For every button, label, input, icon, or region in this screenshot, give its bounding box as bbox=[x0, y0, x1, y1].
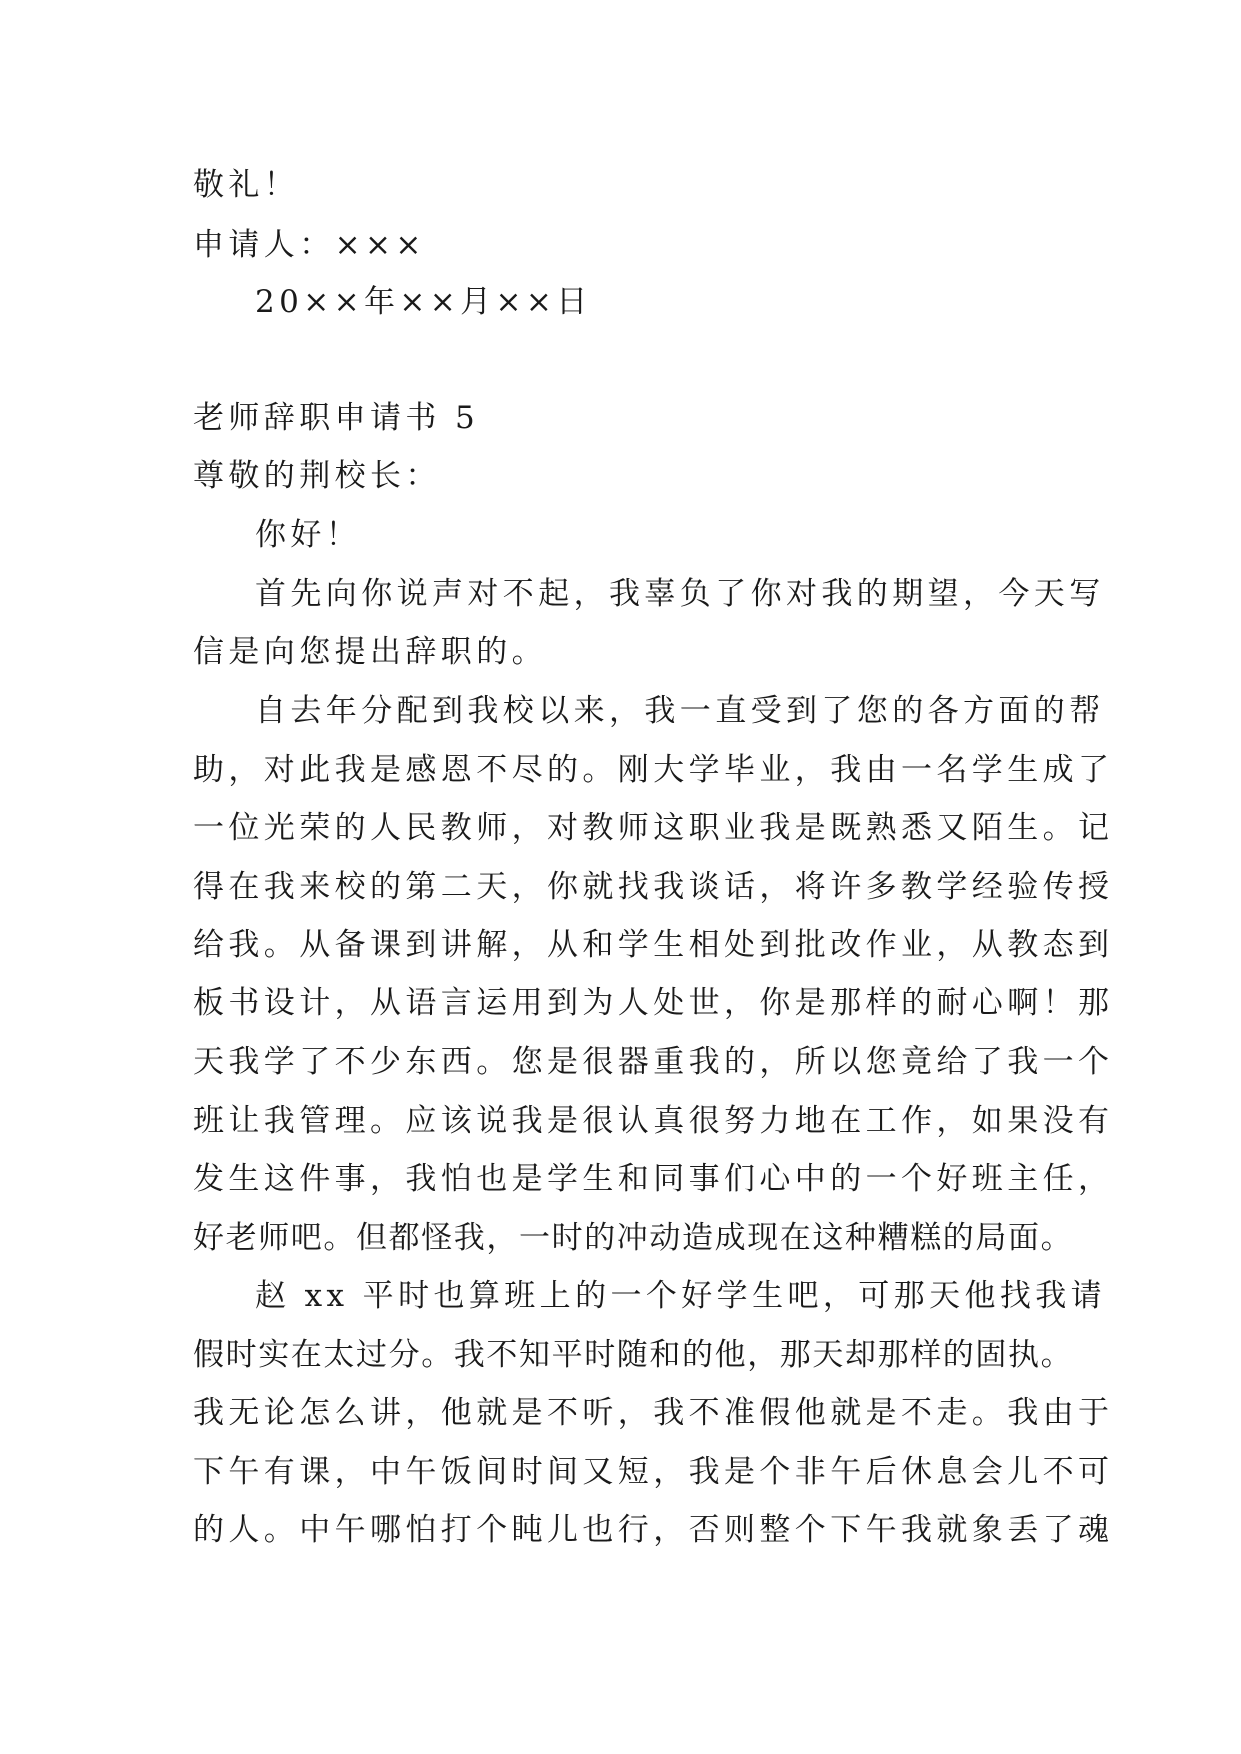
body-line: 得在我来校的第二天，你就找我谈话，将许多教学经验传授 bbox=[193, 869, 1114, 905]
body-line: 信是向您提出辞职的。 bbox=[193, 634, 547, 670]
body-line: 发生这件事，我怕也是学生和同事们心中的一个好班主任， bbox=[193, 1161, 1114, 1197]
body-line: 赵 xx 平时也算班上的一个好学生吧，可那天他找我请 bbox=[255, 1278, 1107, 1314]
body-line: 板书设计，从语言运用到为人处世，你是那样的耐心啊！那 bbox=[193, 985, 1114, 1021]
body-line: 首先向你说声对不起，我辜负了你对我的期望，今天写 bbox=[255, 576, 1105, 612]
body-line: 自去年分配到我校以来，我一直受到了您的各方面的帮 bbox=[255, 693, 1105, 729]
letter-greeting: 你好！ bbox=[255, 517, 362, 553]
closing-salute: 敬礼！ bbox=[193, 167, 300, 203]
body-line: 假时实在太过分。我不知平时随和的他，那天却那样的固执。 bbox=[193, 1337, 1074, 1373]
body-line: 下午有课，中午饭间时间又短，我是个非午后休息会儿不可 bbox=[193, 1454, 1114, 1490]
body-line: 一位光荣的人民教师，对教师这职业我是既熟悉又陌生。记 bbox=[193, 810, 1114, 846]
signature-date: 20××年××月××日 bbox=[255, 284, 592, 320]
body-line: 的人。中午哪怕打个盹儿也行，否则整个下午我就象丢了魂 bbox=[193, 1512, 1114, 1548]
body-line: 助，对此我是感恩不尽的。刚大学毕业，我由一名学生成了 bbox=[193, 752, 1114, 788]
letter-title: 老师辞职申请书 5 bbox=[193, 400, 480, 436]
body-line: 天我学了不少东西。您是很器重我的，所以您竟给了我一个 bbox=[193, 1044, 1114, 1080]
body-line: 好老师吧。但都怪我，一时的冲动造成现在这种糟糕的局面。 bbox=[193, 1220, 1074, 1256]
body-line: 给我。从备课到讲解，从和学生相处到批改作业，从教态到 bbox=[193, 927, 1114, 963]
body-line: 班让我管理。应该说我是很认真很努力地在工作，如果没有 bbox=[193, 1103, 1114, 1139]
applicant-signature: 申请人：××× bbox=[193, 227, 426, 263]
body-line: 我无论怎么讲，他就是不听，我不准假他就是不走。我由于 bbox=[193, 1395, 1114, 1431]
letter-recipient: 尊敬的荆校长： bbox=[193, 458, 441, 494]
